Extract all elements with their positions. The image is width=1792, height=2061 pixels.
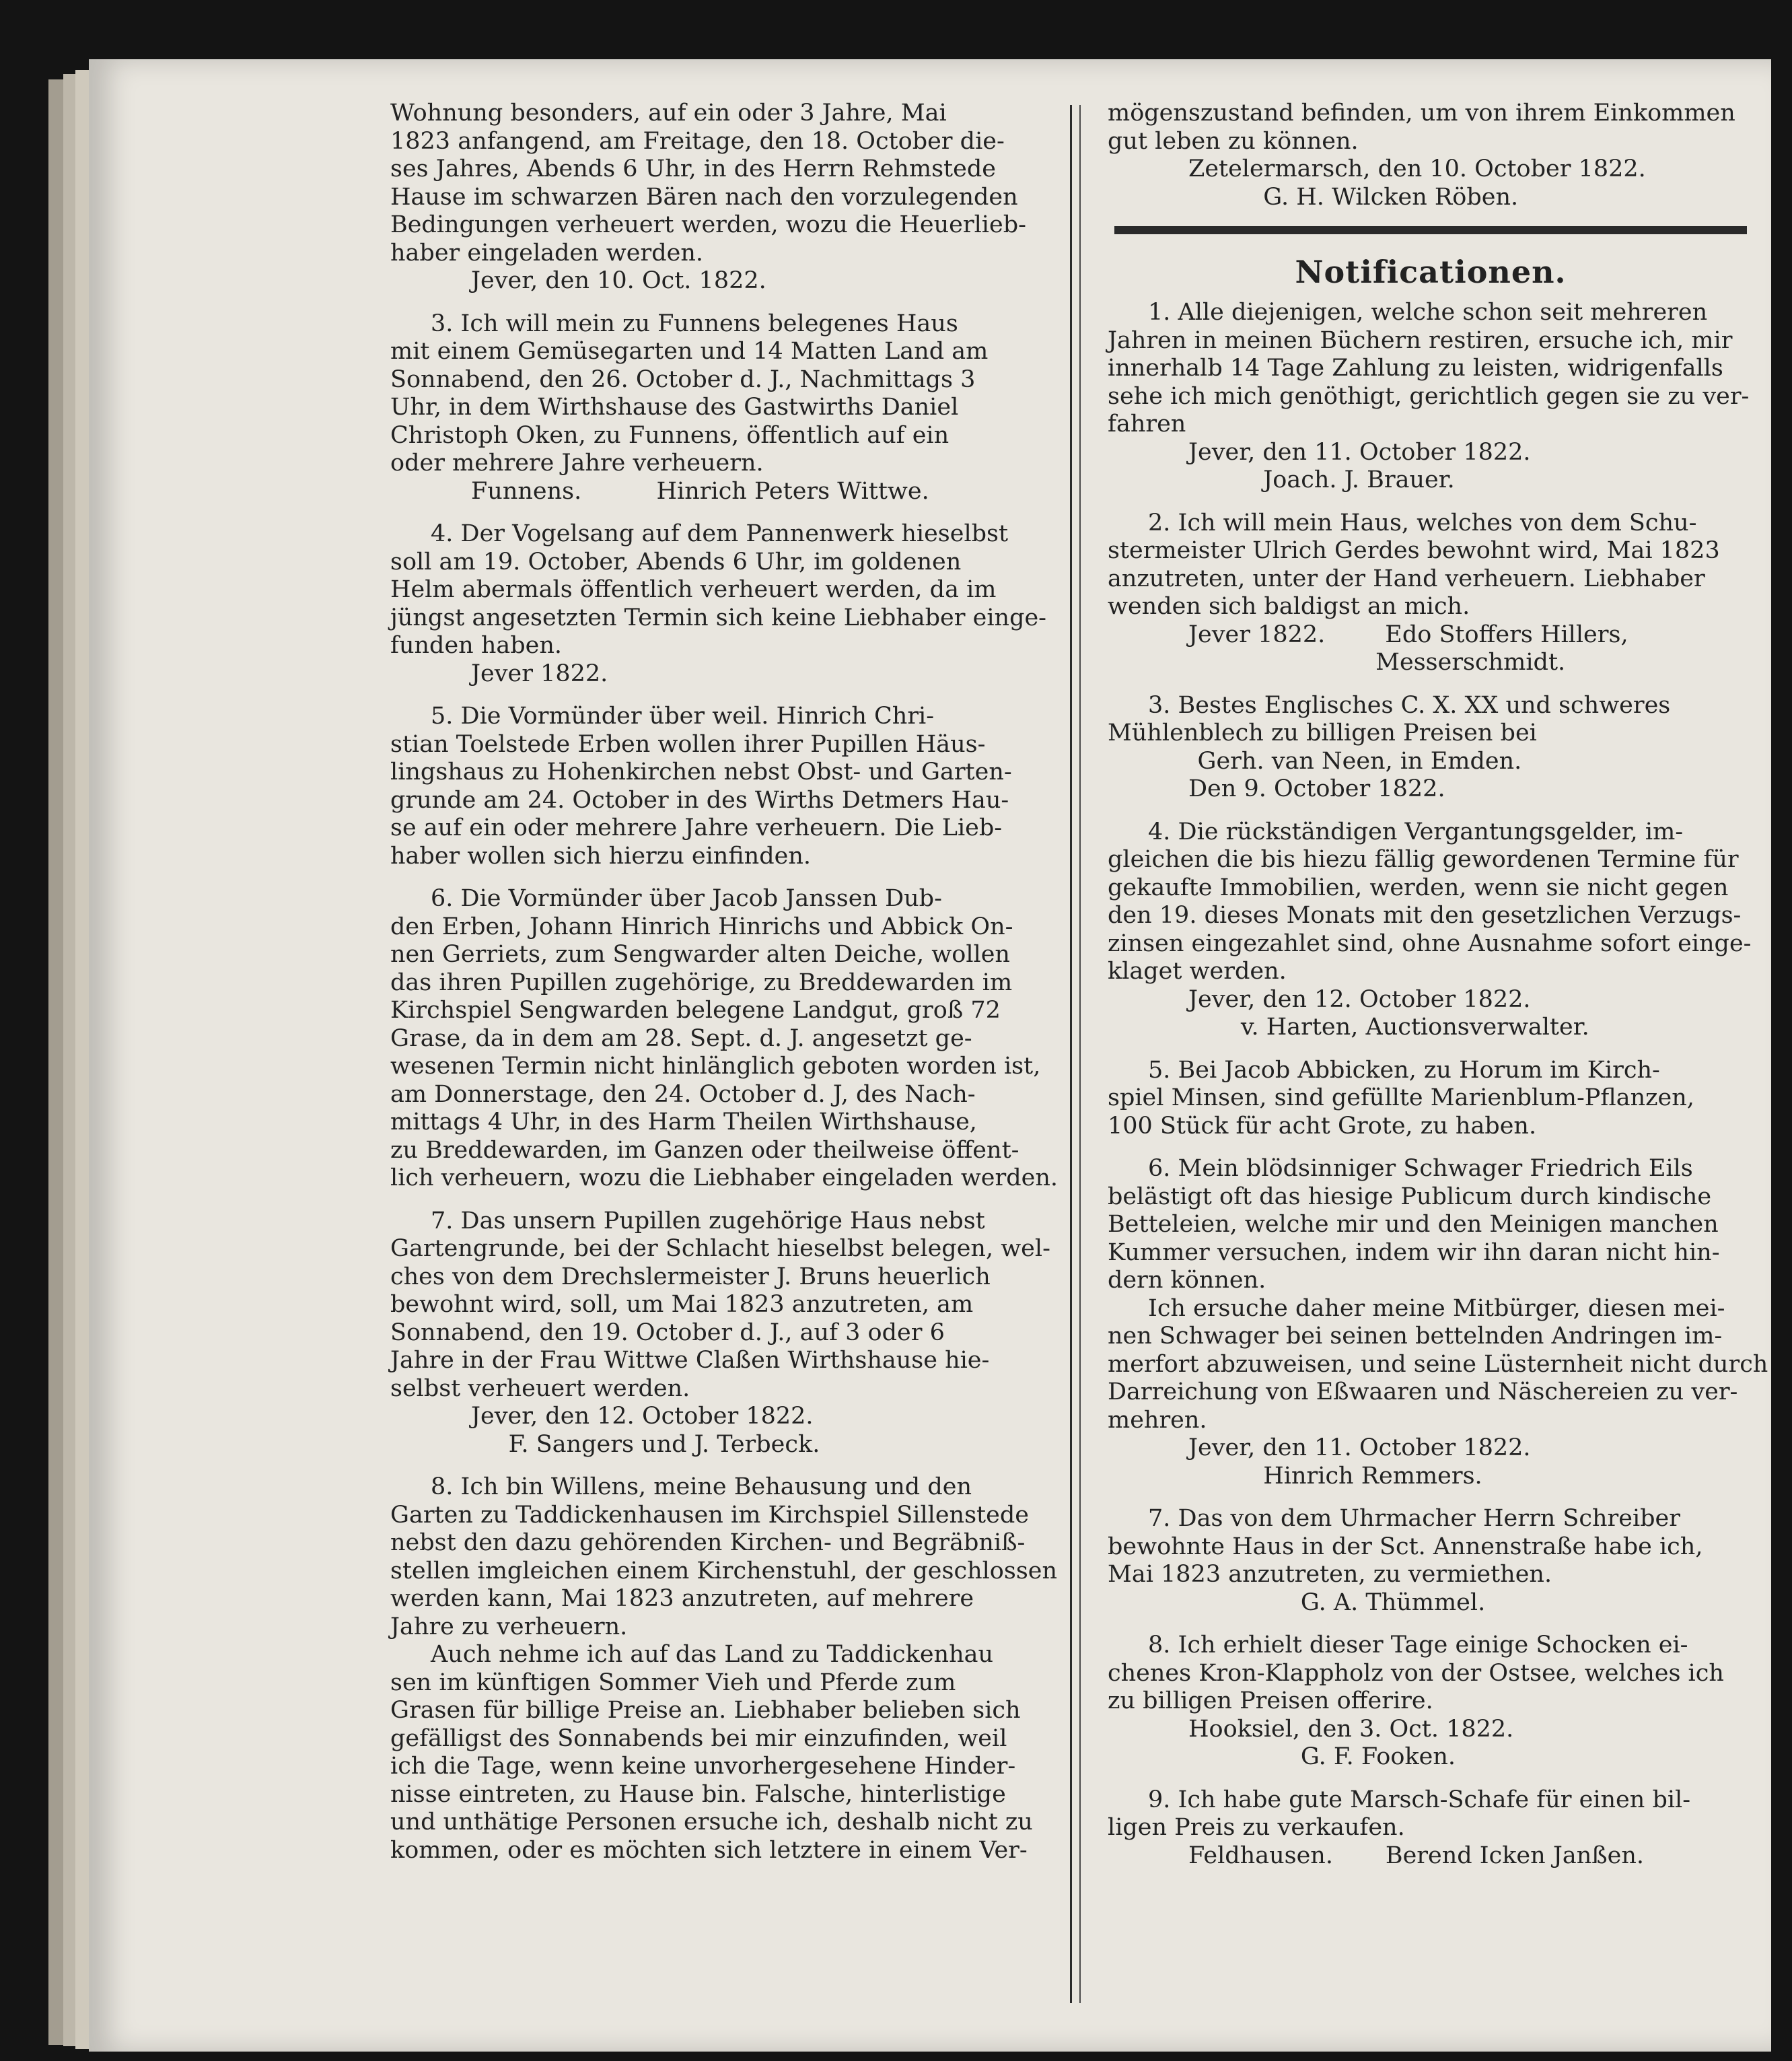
notice-text-line: den 19. dieses Monats mit den gesetzlichen Verzugs- <box>1108 902 1742 929</box>
notice-text-line: ches von dem Drechslermeister J. Bruns heuerlich <box>390 1263 991 1290</box>
stacked-page-edges <box>75 70 89 2049</box>
notice-text-line: nisse eintreten, zu Hause bin. Falsche, hinterlistige <box>390 1780 1006 1808</box>
notice-text-line: am Donnerstage, den 24. October d. J, des Nach- <box>390 1080 976 1108</box>
notice-text-line: stermeister Ulrich Gerdes bewohnt wird, Mai 1823 <box>1108 537 1720 564</box>
paragraph-gap <box>1108 804 1754 818</box>
paragraph-gap <box>390 505 1050 520</box>
notice-text-line: Grasen für billige Preise an. Liebhaber belieben sich <box>390 1697 1021 1724</box>
notice-text-line: gekaufte Immobilien, werden, wenn sie nicht gegen <box>1108 874 1729 901</box>
notice-text-line: 4. Der Vogelsang auf dem Pannenwerk hieselbst <box>431 520 1009 547</box>
notice-text-line: grunde am 24. October in des Wirths Detmers Hau- <box>390 786 1009 814</box>
notice-signature-line: G. H. Wilcken Röben. <box>1188 183 1519 211</box>
notice-text-line: 5. Bei Jacob Abbicken, zu Horum im Kirch- <box>1148 1056 1660 1084</box>
notice-text-line: den Erben, Johann Hinrich Hinrichs und Abbick On- <box>390 913 1013 940</box>
notice-text-line: sehe ich mich genöthigt, gerichtlich gegen sie zu ver- <box>1108 382 1750 410</box>
notice-text-line: 1823 anfangend, am Freitage, den 18. October die- <box>390 127 1005 155</box>
notice-text-line: Wohnung besonders, auf ein oder 3 Jahre, Mai <box>390 100 947 127</box>
notice-text-line: Kummer versuchen, indem wir ihn daran nicht hin- <box>1108 1238 1720 1266</box>
notice-text-line: haber eingeladen werden. <box>390 239 703 267</box>
paragraph-gap <box>390 1459 1050 1473</box>
notice-text-line: gut leben zu können. <box>1108 127 1359 155</box>
notice-text-line: soll am 19. October, Abends 6 Uhr, im goldenen <box>390 548 962 575</box>
notice-signature-line: Jever, den 11. October 1822. <box>1188 438 1531 466</box>
notice-signature-line: Feldhausen. Berend Icken Janßen. <box>1188 1842 1645 1869</box>
notice-text-line: dern können. <box>1108 1267 1266 1294</box>
notice-text-line: 7. Das unsern Pupillen zugehörige Haus nebst <box>431 1207 985 1234</box>
notice-text-line: selbst verheuert werden. <box>390 1374 690 1402</box>
notice-text-line: Helm abermals öffentlich verheuert werden, da im <box>390 576 997 603</box>
notice-text-line: funden haben. <box>390 632 563 659</box>
notice-text-line: mittags 4 Uhr, in des Harm Theilen Wirthshause, <box>390 1109 977 1136</box>
notice-text-line: Jahren in meinen Büchern restiren, ersuche ich, mir <box>1108 326 1733 354</box>
notice-text-line: 2. Ich will mein Haus, welches von dem Schu- <box>1148 509 1697 536</box>
section-heading: Notificationen. <box>1295 254 1567 290</box>
notice-text-line: zu billigen Preisen offerire. <box>1108 1687 1433 1714</box>
notice-text-line: kommen, oder es möchten sich letztere in einem Ver- <box>390 1836 1028 1864</box>
notice-text-line: Garten zu Taddickenhausen im Kirchspiel Sillenstede <box>390 1501 1029 1529</box>
notice-text-line: Sonnabend, den 19. October d. J., auf 3 oder 6 <box>390 1319 945 1346</box>
notice-text-line: 4. Die rückständigen Vergantungsgelder, im- <box>1148 818 1684 845</box>
notice-text-line: chenes Kron-Klappholz von der Ostsee, welches ich <box>1108 1659 1724 1687</box>
paragraph-gap <box>1108 1140 1754 1155</box>
notice-text-line: 7. Das von dem Uhrmacher Herrn Schreiber <box>1148 1505 1680 1532</box>
notice-signature-line: Funnens. Hinrich Peters Wittwe. <box>471 477 929 505</box>
notice-signature-line: Jever, den 12. October 1822. <box>1188 985 1531 1013</box>
notice-text-line: mit einem Gemüsegarten und 14 Matten Land am <box>390 338 989 365</box>
notice-text-line: Christoph Oken, zu Funnens, öffentlich auf ein <box>390 421 949 449</box>
paragraph-gap <box>1108 495 1754 510</box>
column-divider <box>1070 105 1072 2003</box>
notice-signature-line: Messerschmidt. <box>1188 649 1566 676</box>
notice-text-line: zu Breddewarden, im Ganzen oder theilweise öffent- <box>390 1136 1019 1164</box>
notice-text-line: 6. Die Vormünder über Jacob Janssen Dub- <box>431 885 942 912</box>
notice-text-line: Kirchspiel Sengwarden belegene Landgut, groß 72 <box>390 997 1001 1024</box>
notice-text-line: mögenszustand befinden, um von ihrem Einkommen <box>1108 100 1735 127</box>
notice-signature-line: v. Harten, Auctionsverwalter. <box>1188 1014 1589 1041</box>
notice-text-line: innerhalb 14 Tage Zahlung zu leisten, widrigenfalls <box>1108 355 1723 382</box>
notice-text-line: stellen imgleichen einem Kirchenstuhl, der geschlossen <box>390 1557 1058 1584</box>
notice-text-line: jüngst angesetzten Termin sich keine Liebhaber einge- <box>390 604 1047 631</box>
notice-text-line: bewohnte Haus in der Sct. Annenstraße habe ich, <box>1108 1533 1703 1560</box>
paragraph-gap <box>390 870 1050 885</box>
paragraph-gap <box>1108 1042 1754 1057</box>
section-rule <box>1114 226 1747 234</box>
notice-text-line: 3. Ich will mein zu Funnens belegenes Haus <box>431 310 958 337</box>
notice-text-line: das ihren Pupillen zugehörige, zu Breddewarden im <box>390 969 1013 996</box>
paragraph-gap <box>390 1193 1050 1208</box>
notice-text-line: stian Toelstede Erben wollen ihrer Pupillen Häus- <box>390 730 986 758</box>
paragraph-gap <box>1108 1617 1754 1632</box>
notice-text-line: 100 Stück für acht Grote, zu haben. <box>1108 1112 1537 1140</box>
notice-text-line: Uhr, in dem Wirthshause des Gastwirths Daniel <box>390 394 959 421</box>
notice-text-line: nen Schwager bei seinen bettelnden Andringen im- <box>1108 1323 1723 1350</box>
notice-text-line: oder mehrere Jahre verheuern. <box>390 450 764 477</box>
notice-text-line: Gartengrunde, bei der Schlacht hieselbst belegen, wel- <box>390 1235 1050 1262</box>
notice-text-line: merfort abzuweisen, und seine Lüsternheit nicht durch <box>1108 1350 1768 1378</box>
notice-text-line: mehren. <box>1108 1406 1207 1434</box>
notice-text-line: sen im künftigen Sommer Vieh und Pferde zum <box>390 1669 956 1696</box>
paragraph-gap <box>390 688 1050 703</box>
notice-text-line: Jahre zu verheuern. <box>390 1613 628 1640</box>
notice-text-line: 3. Bestes Englisches C. X. XX und schweres <box>1148 691 1671 719</box>
notice-text-line: Darreichung von Eßwaaren und Näschereien zu ver- <box>1108 1378 1738 1405</box>
left-column <box>390 100 1059 1864</box>
notice-text-line: klaget werden. <box>1108 958 1287 985</box>
notice-text-line: lich verheuern, wozu die Liebhaber eingeladen werden. <box>390 1164 1059 1191</box>
paragraph-gap <box>1108 1490 1754 1505</box>
notice-text-line: Auch nehme ich auf das Land zu Taddickenhau <box>431 1641 994 1668</box>
notice-signature-line: Jever 1822. Edo Stoffers Hillers, <box>1188 621 1628 648</box>
right-column <box>1108 100 1768 1870</box>
notice-text-line: wesenen Termin nicht hinlänglich geboten worden ist, <box>390 1053 1041 1080</box>
notice-signature-line: Den 9. October 1822. <box>1188 775 1445 802</box>
notice-text-line: lingshaus zu Hohenkirchen nebst Obst- und Garten- <box>390 759 1012 785</box>
notice-text-line: Grase, da in dem am 28. Sept. d. J. angesetzt ge- <box>390 1024 972 1052</box>
notice-text-line: fahren <box>1108 411 1186 438</box>
notice-text-line: ligen Preis zu verkaufen. <box>1108 1814 1405 1841</box>
notice-signature-line: Jever, den 10. Oct. 1822. <box>471 267 766 294</box>
notice-text-line: bewohnt wird, soll, um Mai 1823 anzutreten, am <box>390 1291 974 1318</box>
notice-text-line: Bedingungen verheuert werden, wozu die Heuerlieb- <box>390 211 1026 238</box>
notice-text-line: ses Jahres, Abends 6 Uhr, in des Herrn Rehmstede <box>390 155 996 182</box>
notice-text-line: Betteleien, welche mir und den Meinigen manchen <box>1108 1211 1719 1238</box>
stacked-page-edges <box>48 79 63 2045</box>
notice-text-line: spiel Minsen, sind gefüllte Marienblum-Pflanzen, <box>1108 1084 1694 1111</box>
notice-text-line: wenden sich baldigst an mich. <box>1108 593 1470 620</box>
notice-text-line: Hause im schwarzen Bären nach den vorzulegenden <box>390 183 1018 211</box>
paragraph-gap <box>390 295 1050 310</box>
notice-text-line: und unthätige Personen ersuche ich, deshalb nicht zu <box>390 1809 1033 1836</box>
notice-signature-line: Hinrich Remmers. <box>1188 1462 1482 1490</box>
paragraph-gap <box>1108 1772 1754 1786</box>
notice-text-line: gleichen die bis hiezu fällig gewordenen Termine für <box>1108 846 1739 873</box>
notice-text-line: nebst den dazu gehörenden Kirchen- und Begräbniß- <box>390 1529 1026 1556</box>
notice-text-line: ich die Tage, wenn keine unvorhergesehene Hinder- <box>390 1753 1016 1780</box>
notice-text-line: Gerh. van Neen, in Emden. <box>1108 747 1522 775</box>
notice-text-line: anzutreten, unter der Hand verheuern. Liebhaber <box>1108 565 1705 592</box>
notice-signature-line: Zetelermarsch, den 10. October 1822. <box>1188 155 1646 182</box>
notice-text-line: Jahre in der Frau Wittwe Claßen Wirthshause hie- <box>390 1347 990 1374</box>
notice-text-line: 1. Alle diejenigen, welche schon seit mehreren <box>1148 299 1708 326</box>
notice-text-line: 9. Ich habe gute Marsch-Schafe für einen bil- <box>1148 1786 1691 1813</box>
notice-signature-line: Joach. J. Brauer. <box>1188 466 1455 493</box>
notice-text-line: 6. Mein blödsinniger Schwager Friedrich Eils <box>1148 1155 1693 1182</box>
notice-text-line: 5. Die Vormünder über weil. Hinrich Chri- <box>431 703 935 730</box>
notice-signature-line: G. A. Thümmel. <box>1188 1588 1486 1616</box>
notice-text-line: haber wollen sich hierzu einfinden. <box>390 842 812 870</box>
notice-signature-line: F. Sangers und J. Terbeck. <box>471 1430 820 1458</box>
notice-text-line: 8. Ich erhielt dieser Tage einige Schocken ei- <box>1148 1632 1688 1658</box>
notice-signature-line: Hooksiel, den 3. Oct. 1822. <box>1188 1715 1514 1743</box>
notice-text-line: 8. Ich bin Willens, meine Behausung und den <box>431 1473 972 1500</box>
notice-text-line: Ich ersuche daher meine Mitbürger, diesen mei- <box>1148 1294 1725 1322</box>
notice-text-line: werden kann, Mai 1823 anzutreten, auf mehrere <box>390 1585 974 1612</box>
notice-signature-line: Jever, den 12. October 1822. <box>471 1403 814 1430</box>
notice-signature-line: Jever 1822. <box>471 660 608 687</box>
notice-text-line: belästigt oft das hiesige Publicum durch kindische <box>1108 1183 1712 1210</box>
notice-signature-line: Jever, den 11. October 1822. <box>1188 1434 1531 1461</box>
notice-signature-line: G. F. Fooken. <box>1188 1743 1456 1770</box>
notice-text-line: Mai 1823 anzutreten, zu vermiethen. <box>1108 1561 1552 1588</box>
notice-text-line: Mühlenblech zu billigen Preisen bei <box>1108 720 1537 746</box>
notice-text-line: zinsen eingezahlet sind, ohne Ausnahme sofort einge- <box>1108 930 1752 957</box>
stacked-page-edges <box>63 74 75 2046</box>
paragraph-gap <box>1108 677 1754 692</box>
notice-text-line: gefälligst des Sonnabends bei mir einzufinden, weil <box>390 1724 1007 1752</box>
column-divider <box>1079 105 1081 2003</box>
notice-text-line: se auf ein oder mehrere Jahre verheuern. Die Lieb- <box>390 814 1003 841</box>
notice-text-line: nen Gerriets, zum Sengwarder alten Deiche, wollen <box>390 941 1010 968</box>
notice-text-line: Sonnabend, den 26. October d. J., Nachmittags 3 <box>390 365 976 393</box>
